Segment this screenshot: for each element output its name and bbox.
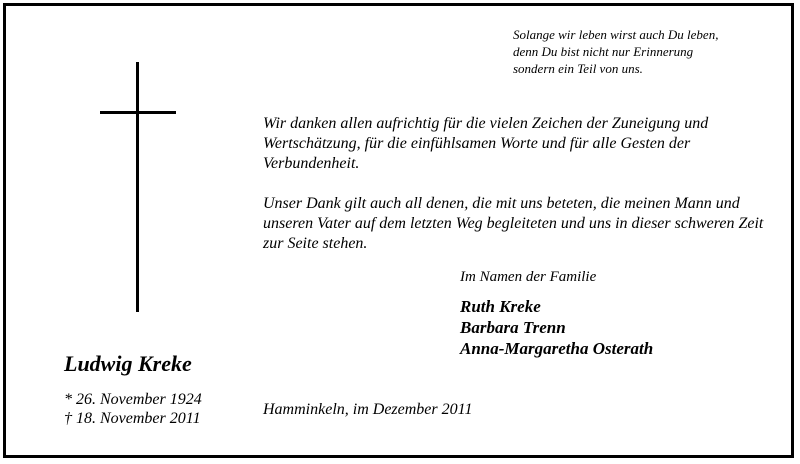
cross-icon [100, 62, 180, 314]
family-name: Anna-Margaretha Osterath [460, 339, 654, 358]
motto-line: Solange wir leben wirst auch Du leben, [513, 27, 719, 42]
thanks-text [263, 114, 783, 254]
cross-vertical-bar [136, 62, 139, 312]
motto-line: sondern ein Teil von uns. [513, 61, 643, 76]
motto-line: denn Du bist nicht nur Erinnerung [513, 44, 694, 59]
motto-quote [513, 26, 783, 77]
place-and-date: Hamminkeln, im Dezember 2011 [263, 401, 473, 418]
thanks-paragraph: Wir danken allen aufrichtig für die vielen Zeichen der Zuneigung und Wertschätzung, für die einfühlsamen Worte und für alle Gesten der Verbundenheit. [263, 115, 709, 172]
deceased-name: Ludwig Kreke [64, 351, 192, 376]
cross-horizontal-bar [100, 111, 176, 114]
thanks-paragraph: Unser Dank gilt auch all denen, die mit uns beteten, die meinen Mann und unseren Vater auf dem letzten Weg begleiteten und uns in dieser schweren Zeit zur Seite stehen. [263, 195, 764, 252]
family-name: Ruth Kreke [460, 297, 541, 316]
family-intro: Im Namen der Familie [460, 269, 597, 285]
death-date: † 18. November 2011 [64, 410, 201, 427]
birth-date: * 26. November 1924 [64, 391, 202, 408]
life-dates [64, 390, 202, 428]
family-name: Barbara Trenn [460, 318, 566, 337]
family-names [460, 296, 653, 359]
